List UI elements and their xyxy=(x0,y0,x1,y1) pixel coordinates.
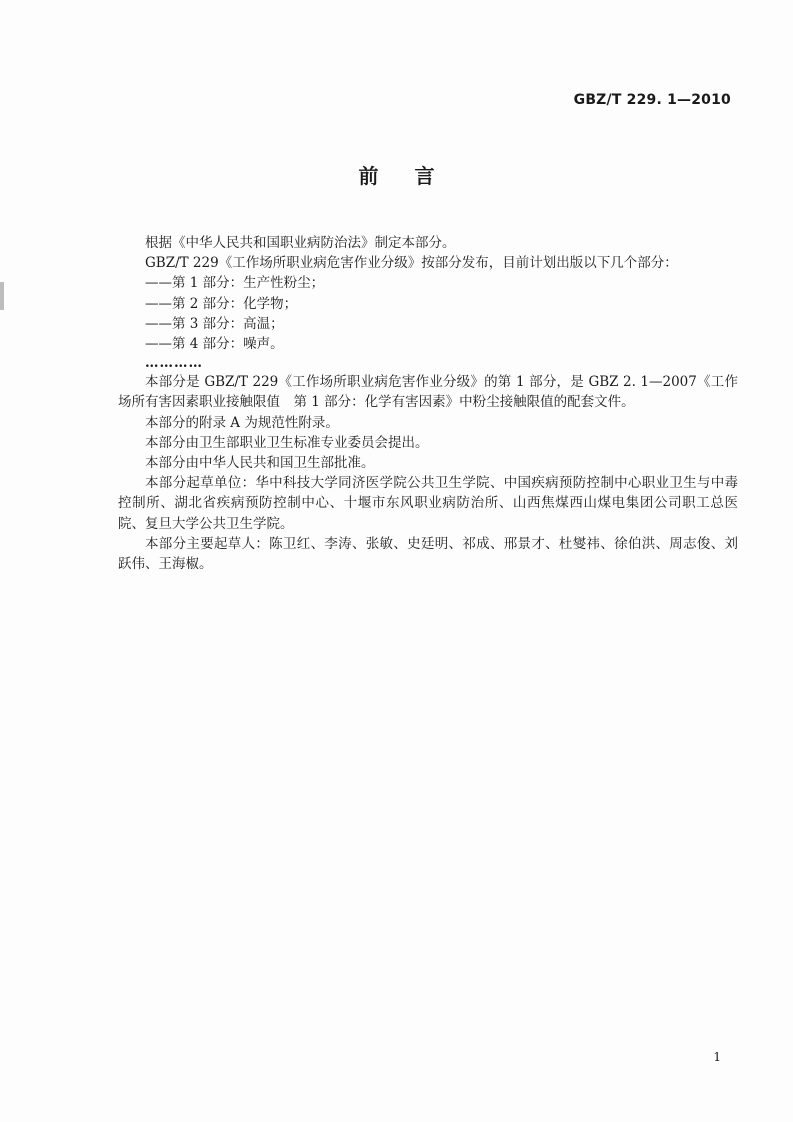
paragraph-drafters: 本部分主要起草人：陈卫红、李涛、张敏、史廷明、祁成、邢景才、杜燮祎、徐伯洪、周志俊、刘跃伟、王海椒。 xyxy=(118,535,738,573)
paragraph-scope: 本部分是 GBZ/T 229《工作场所职业病危害作业分级》的第 1 部分，是 GBZ 2. 1—2007《工作场所有害因素职业接触限值 第 1 部分：化学有害因素》中粉尘接触限值的配套文件。 xyxy=(118,374,738,411)
paragraph-basis: 根据《中华人民共和国职业病防治法》制定本部分。 xyxy=(145,235,456,251)
paragraph-drafting-units: 本部分起草单位：华中科技大学同济医学院公共卫生学院、中国疾病预防控制中心职业卫生与中毒控制所、湖北省疾病预防控制中心、十堰市东风职业病防治所、山西焦煤西山煤电集团公司职工总医院、复旦大学公共卫生学院。 xyxy=(118,475,738,532)
standard-number: GBZ/T 229. 1—2010 xyxy=(573,92,731,108)
paragraph-appendix: 本部分的附录 A 为规范性附录。 xyxy=(145,414,339,431)
list-item-part-4: ——第 4 部分：噪声。 xyxy=(145,336,284,353)
page-number: 1 xyxy=(713,1050,721,1064)
paragraph-parts-intro: GBZ/T 229《工作场所职业病危害作业分级》按部分发布，目前计划出版以下几个部分： xyxy=(145,255,678,272)
list-item-part-1: ——第 1 部分：生产性粉尘； xyxy=(145,275,325,292)
list-item-part-3: ——第 3 部分：高温； xyxy=(145,315,284,332)
list-item-part-2: ——第 2 部分：化学物； xyxy=(145,295,298,312)
paragraph-proposed-by: 本部分由卫生部职业卫生标准专业委员会提出。 xyxy=(145,434,429,451)
foreword-body xyxy=(118,233,738,574)
page-title: 前言 xyxy=(358,164,471,188)
list-ellipsis: ………… xyxy=(145,355,203,372)
paragraph-approved-by: 本部分由中华人民共和国卫生部批准。 xyxy=(145,455,375,472)
scan-edge-mark xyxy=(0,282,4,310)
